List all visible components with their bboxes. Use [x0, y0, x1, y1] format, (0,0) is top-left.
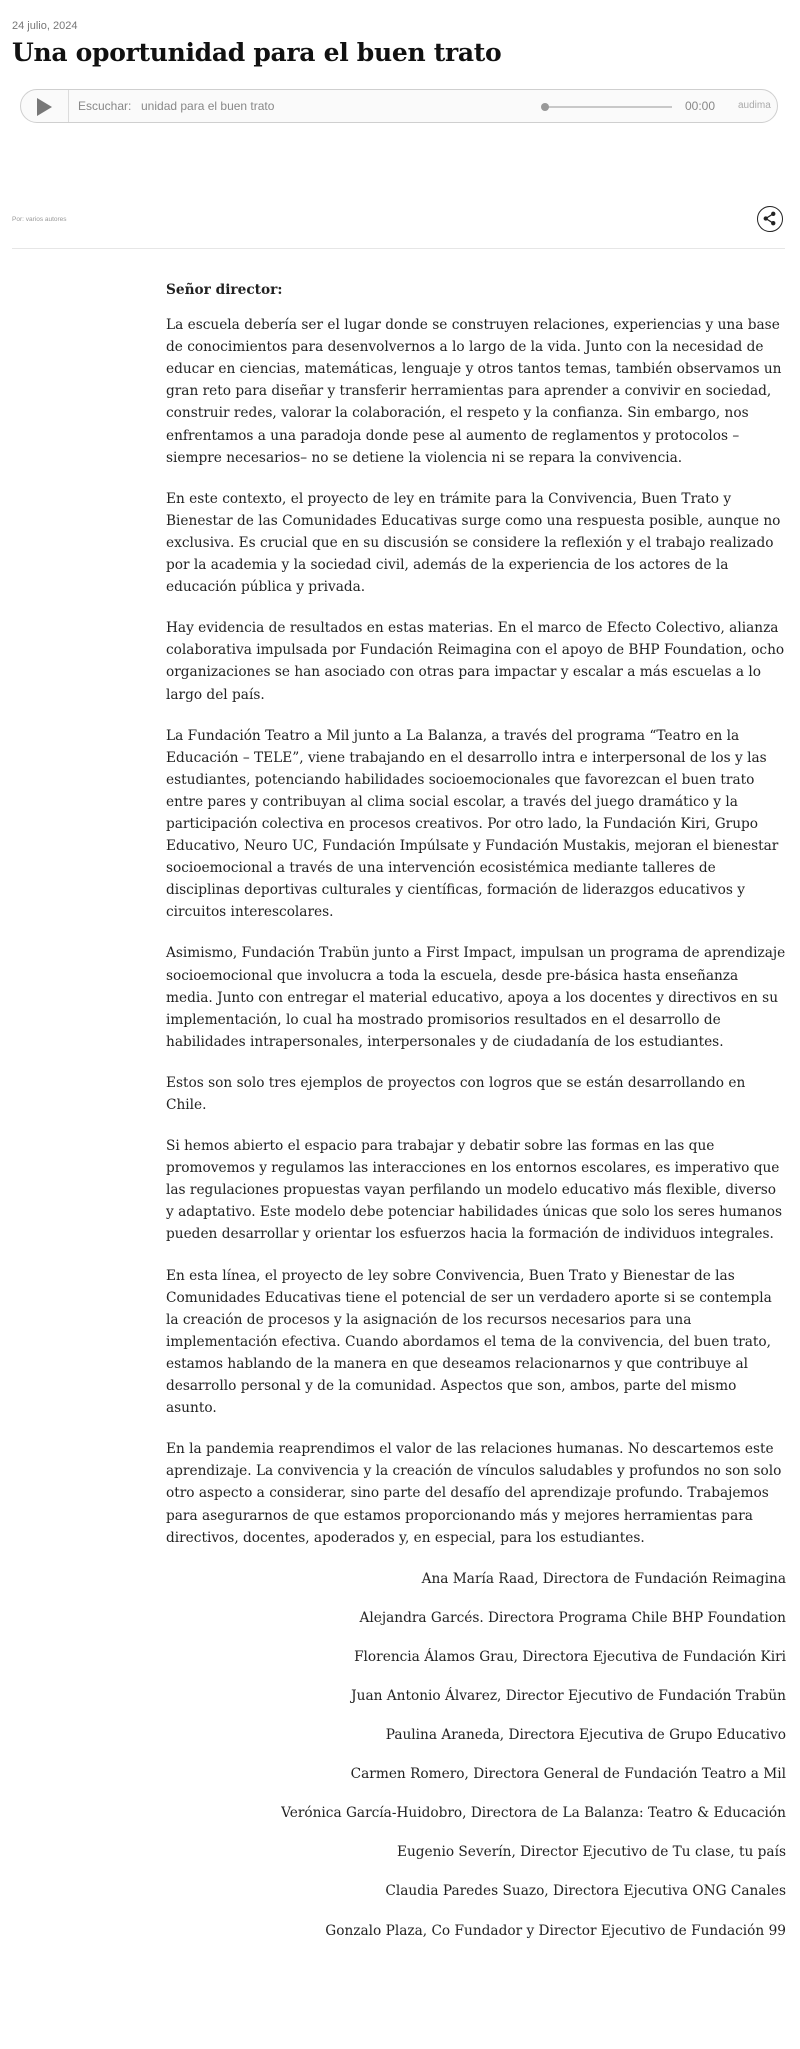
- article-paragraph: En la pandemia reaprendimos el valor de las relaciones humanas. No descartemos este aprendizaje. La convivencia y la creación de vínculos saludables y profundos no son solo otro aspecto a considerar, sino parte del desafío del aprendizaje profundo. Trabajemos para asegurarnos de que estamos proporcionando más y mejores herramientas para directivos, docentes, apoderados y, en especial, para los estudiantes.: [166, 1441, 782, 1546]
- article-salutation: Señor director:: [166, 282, 283, 298]
- signature-line: Carmen Romero, Directora General de Fundación Teatro a Mil: [350, 1766, 786, 1783]
- share-icon: [762, 211, 777, 226]
- share-button[interactable]: [757, 206, 783, 232]
- audio-progress-handle[interactable]: [541, 103, 549, 111]
- signature-line: Claudia Paredes Suazo, Directora Ejecutiva ONG Canales: [385, 1883, 786, 1900]
- signature-line: Eugenio Severín, Director Ejecutivo de Tu clase, tu país: [396, 1844, 786, 1861]
- play-icon: [37, 98, 52, 116]
- article-paragraph: En esta línea, el proyecto de ley sobre Convivencia, Buen Trato y Bienestar de las Comunidades Educativas tiene el potencial de ser un verdadero aporte si se contempla la creación de procesos y la asignación de los recursos necesarios para una implementación efectiva. Cuando abordamos el tema de la convivencia, del buen trato, estamos hablando de la manera en que deseamos relacionarnos y que contribuye al desarrollo personal y de la comunidad. Aspectos que son, ambos, parte del mismo asunto.: [166, 1267, 772, 1417]
- audio-player: [20, 89, 778, 123]
- signature-line: Alejandra Garcés. Directora Programa Chile BHP Foundation: [359, 1609, 786, 1626]
- audio-brand-logo[interactable]: audima: [738, 100, 771, 111]
- audio-track-title: unidad para el buen trato: [141, 99, 275, 113]
- play-button[interactable]: [21, 90, 69, 122]
- signature-line: Florencia Álamos Grau, Directora Ejecutiva de Fundación Kiri: [354, 1648, 786, 1665]
- audio-time: 00:00: [685, 99, 716, 113]
- article-paragraph: Estos son solo tres ejemplos de proyectos con logros que se están desarrollando en Chile.: [166, 1074, 746, 1113]
- article-paragraph: Asimismo, Fundación Trabün junto a First Impact, impulsan un programa de aprendizaje socioemocional que involucra a toda la escuela, desde pre-básica hasta enseñanza media. Junto con entregar el material educativo, apoya a los docentes y directivos en su implementación, lo cual ha mostrado promisorios resultados en el desarrollo de habilidades intrapersonales, interpersonales y de ciudadanía de los estudiantes.: [166, 945, 786, 1050]
- article-body: [166, 279, 786, 1959]
- signature-line: Juan Antonio Álvarez, Director Ejecutivo de Fundación Trabün: [351, 1687, 786, 1704]
- header-divider: [12, 248, 785, 249]
- article-paragraph: La escuela debería ser el lugar donde se construyen relaciones, experiencias y una base de conocimientos para desenvolvernos a lo largo de la vida. Junto con la necesidad de educar en ciencias, matemáticas, lenguaje y otros tantos temas, también observamos un gran reto para diseñar y transferir herramientas para aprender a convivir en sociedad, construir redes, valorar la colaboración, el respeto y la confianza. Sin embargo, nos enfrentamos a una paradoja donde pese al aumento de reglamentos y protocolos –siempre necesarios– no se detiene la violencia ni se repara la convivencia.: [166, 317, 782, 466]
- article-paragraph: En este contexto, el proyecto de ley en trámite para la Convivencia, Buen Trato y Bienestar de las Comunidades Educativas surge como una respuesta posible, aunque no exclusiva. Es crucial que en su discusión se considere la reflexión y el trabajo realizado por la academia y la sociedad civil, además de la experiencia de los actores de la educación pública y privada.: [166, 490, 781, 596]
- article-paragraph: La Fundación Teatro a Mil junto a La Balanza, a través del programa “Teatro en la Educación – TELE”, viene trabajando en el desarrollo intra e interpersonal de los y las estudiantes, potenciando habilidades socioemocionales que favorezcan el buen trato entre pares y contribuyan al clima social escolar, a través del juego dramático y la participación colectiva en procesos creativos. Por otro lado, la Fundación Kiri, Grupo Educativo, Neuro UC, Fundación Impúlsate y Fundación Mustakis, mejoran el bienestar socioemocional a través de una intervención ecosistémica mediante talleres de disciplinas deportivas culturales y científicas, formación de liderazgos educativos y circuitos interescolares.: [166, 727, 779, 921]
- article-title: Una oportunidad para el buen trato: [12, 38, 502, 67]
- listen-label: Escuchar:: [78, 99, 132, 113]
- signature-line: Ana María Raad, Directora de Fundación Reimagina: [421, 1570, 786, 1587]
- signature-line: Verónica García-Huidobro, Directora de La Balanza: Teatro & Educación: [281, 1805, 786, 1822]
- signature-line: Gonzalo Plaza, Co Fundador y Director Ejecutivo de Fundación 99: [325, 1922, 786, 1939]
- audio-progress-bar[interactable]: [544, 106, 672, 108]
- article-paragraph: Si hemos abierto el espacio para trabajar y debatir sobre las formas en las que promovemos y regulamos las interacciones en los entornos escolares, es imperativo que las regulaciones propuestas vayan perfilando un modelo educativo más flexible, diverso y adaptativo. Este modelo debe potenciar habilidades únicas que solo los seres humanos pueden desarrollar y orientar los esfuerzos hacia la formación de individuos integrales.: [166, 1138, 782, 1243]
- article-byline: Por: varios autores: [12, 216, 67, 223]
- signature-line: Paulina Araneda, Directora Ejecutiva de Grupo Educativo: [385, 1727, 786, 1744]
- article-paragraph: Hay evidencia de resultados en estas materias. En el marco de Efecto Colectivo, alianza colaborativa impulsada por Fundación Reimagina con el apoyo de BHP Foundation, ocho organizaciones se han asociado con otras para impactar y escalar a más escuelas a lo largo del país.: [166, 620, 785, 703]
- article-date: 24 julio, 2024: [12, 20, 78, 32]
